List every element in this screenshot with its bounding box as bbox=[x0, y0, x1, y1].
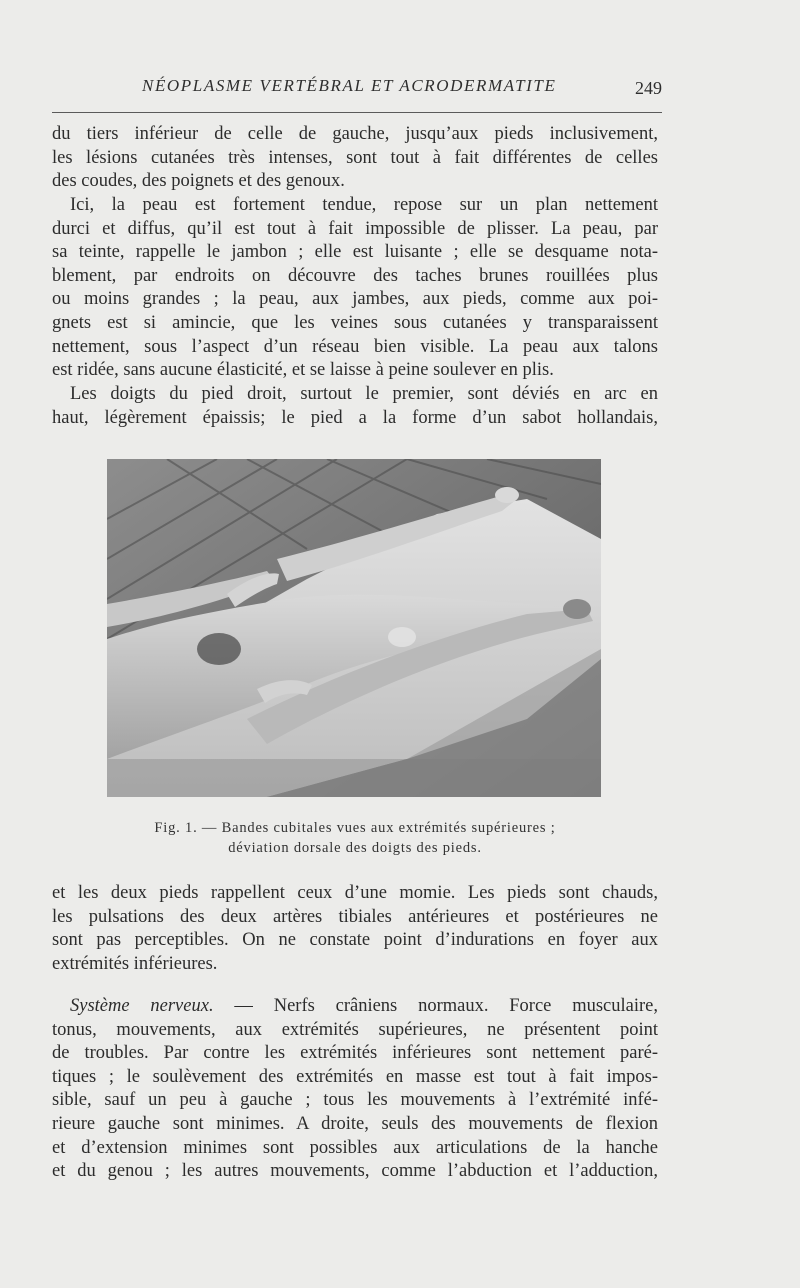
text-line: sible, sauf un peu à gauche ; tous les mouvements à l’extrémité infé- bbox=[52, 1090, 658, 1111]
text-line: Les doigts du pied droit, surtout le premier, sont déviés en arc en bbox=[70, 384, 658, 404]
caption-line: déviation dorsale des doigts des pieds. bbox=[228, 840, 482, 856]
text-line: et d’extension minimes sont possibles aux articulations de la hanche bbox=[52, 1137, 658, 1158]
text-line: nettement, sous l’aspect d’un réseau bien visible. La peau aux talons bbox=[52, 336, 658, 357]
text-line: rieure gauche sont minimes. A droite, seuls des mouvements de flexion bbox=[52, 1113, 658, 1134]
text-line: sont pas perceptibles. On ne constate point d’indurations en foyer aux bbox=[52, 930, 658, 951]
running-title: NÉOPLASME VERTÉBRAL ET ACRODERMATITE bbox=[142, 76, 557, 95]
text-line: Ici, la peau est fortement tendue, repose sur un plan nettement bbox=[70, 195, 658, 215]
text-line: ou moins grandes ; la peau, aux jambes, aux pieds, comme aux poi- bbox=[52, 289, 658, 310]
text-line: les pulsations des deux artères tibiales antérieures et postérieures ne bbox=[52, 906, 658, 927]
section-nervous-system bbox=[52, 995, 658, 1184]
text-line: haut, légèrement épaissis; le pied a la forme d’un sabot hollandais, bbox=[52, 407, 658, 428]
page-number: 249 bbox=[635, 78, 662, 98]
text-line: est ridée, sans aucune élasticité, et se laisse à peine soulever en plis. bbox=[52, 360, 554, 381]
paragraph-3 bbox=[52, 383, 658, 430]
header-rule bbox=[52, 112, 662, 113]
section-title-rest: — Nerfs crâniens normaux. Force musculaire, bbox=[213, 996, 658, 1016]
text-line: durci et diffus, qu’il est tout à fait impossible de plisser. La peau, par bbox=[52, 218, 658, 239]
photograph-patient-lying bbox=[107, 459, 601, 797]
text-line: et les deux pieds rappellent ceux d’une momie. Les pieds sont chauds, bbox=[52, 883, 658, 903]
text-line: extrémités inférieures. bbox=[52, 953, 218, 974]
paragraph-4 bbox=[52, 882, 658, 976]
text-line: blement, par endroits on découvre des taches brunes rouillées plus bbox=[52, 265, 658, 286]
text-line: de troubles. Par contre les extrémités inférieures sont nettement paré- bbox=[52, 1043, 658, 1064]
caption-line: Fig. 1. — Bandes cubitales vues aux extrémités supérieures ; bbox=[154, 820, 556, 836]
running-head bbox=[52, 76, 662, 104]
text-line: gnets est si amincie, que les veines sous cutanées y transparaissent bbox=[52, 312, 658, 333]
text-line: tonus, mouvements, aux extrémités supérieures, ne présentent point bbox=[52, 1019, 658, 1040]
paragraph-2 bbox=[52, 194, 658, 383]
text-line: et du genou ; les autres mouvements, comme l’abduction et l’adduction, bbox=[52, 1161, 658, 1182]
text-line: tiques ; le soulèvement des extrémités en masse est tout à fait impos- bbox=[52, 1066, 658, 1087]
figure-caption bbox=[100, 818, 610, 858]
section-title: Système nerveux. bbox=[70, 996, 214, 1016]
text-line: du tiers inférieur de celle de gauche, jusqu’aux pieds inclusivement, bbox=[52, 124, 658, 144]
text-line bbox=[52, 995, 658, 1019]
figure-photograph bbox=[107, 459, 601, 797]
text-line: sa teinte, rappelle le jambon ; elle est luisante ; elle se desquame nota- bbox=[52, 242, 658, 263]
paragraph-1 bbox=[52, 123, 658, 194]
text-line: des coudes, des poignets et des genoux. bbox=[52, 171, 345, 192]
text-line: les lésions cutanées très intenses, sont tout à fait différentes de celles bbox=[52, 147, 658, 168]
